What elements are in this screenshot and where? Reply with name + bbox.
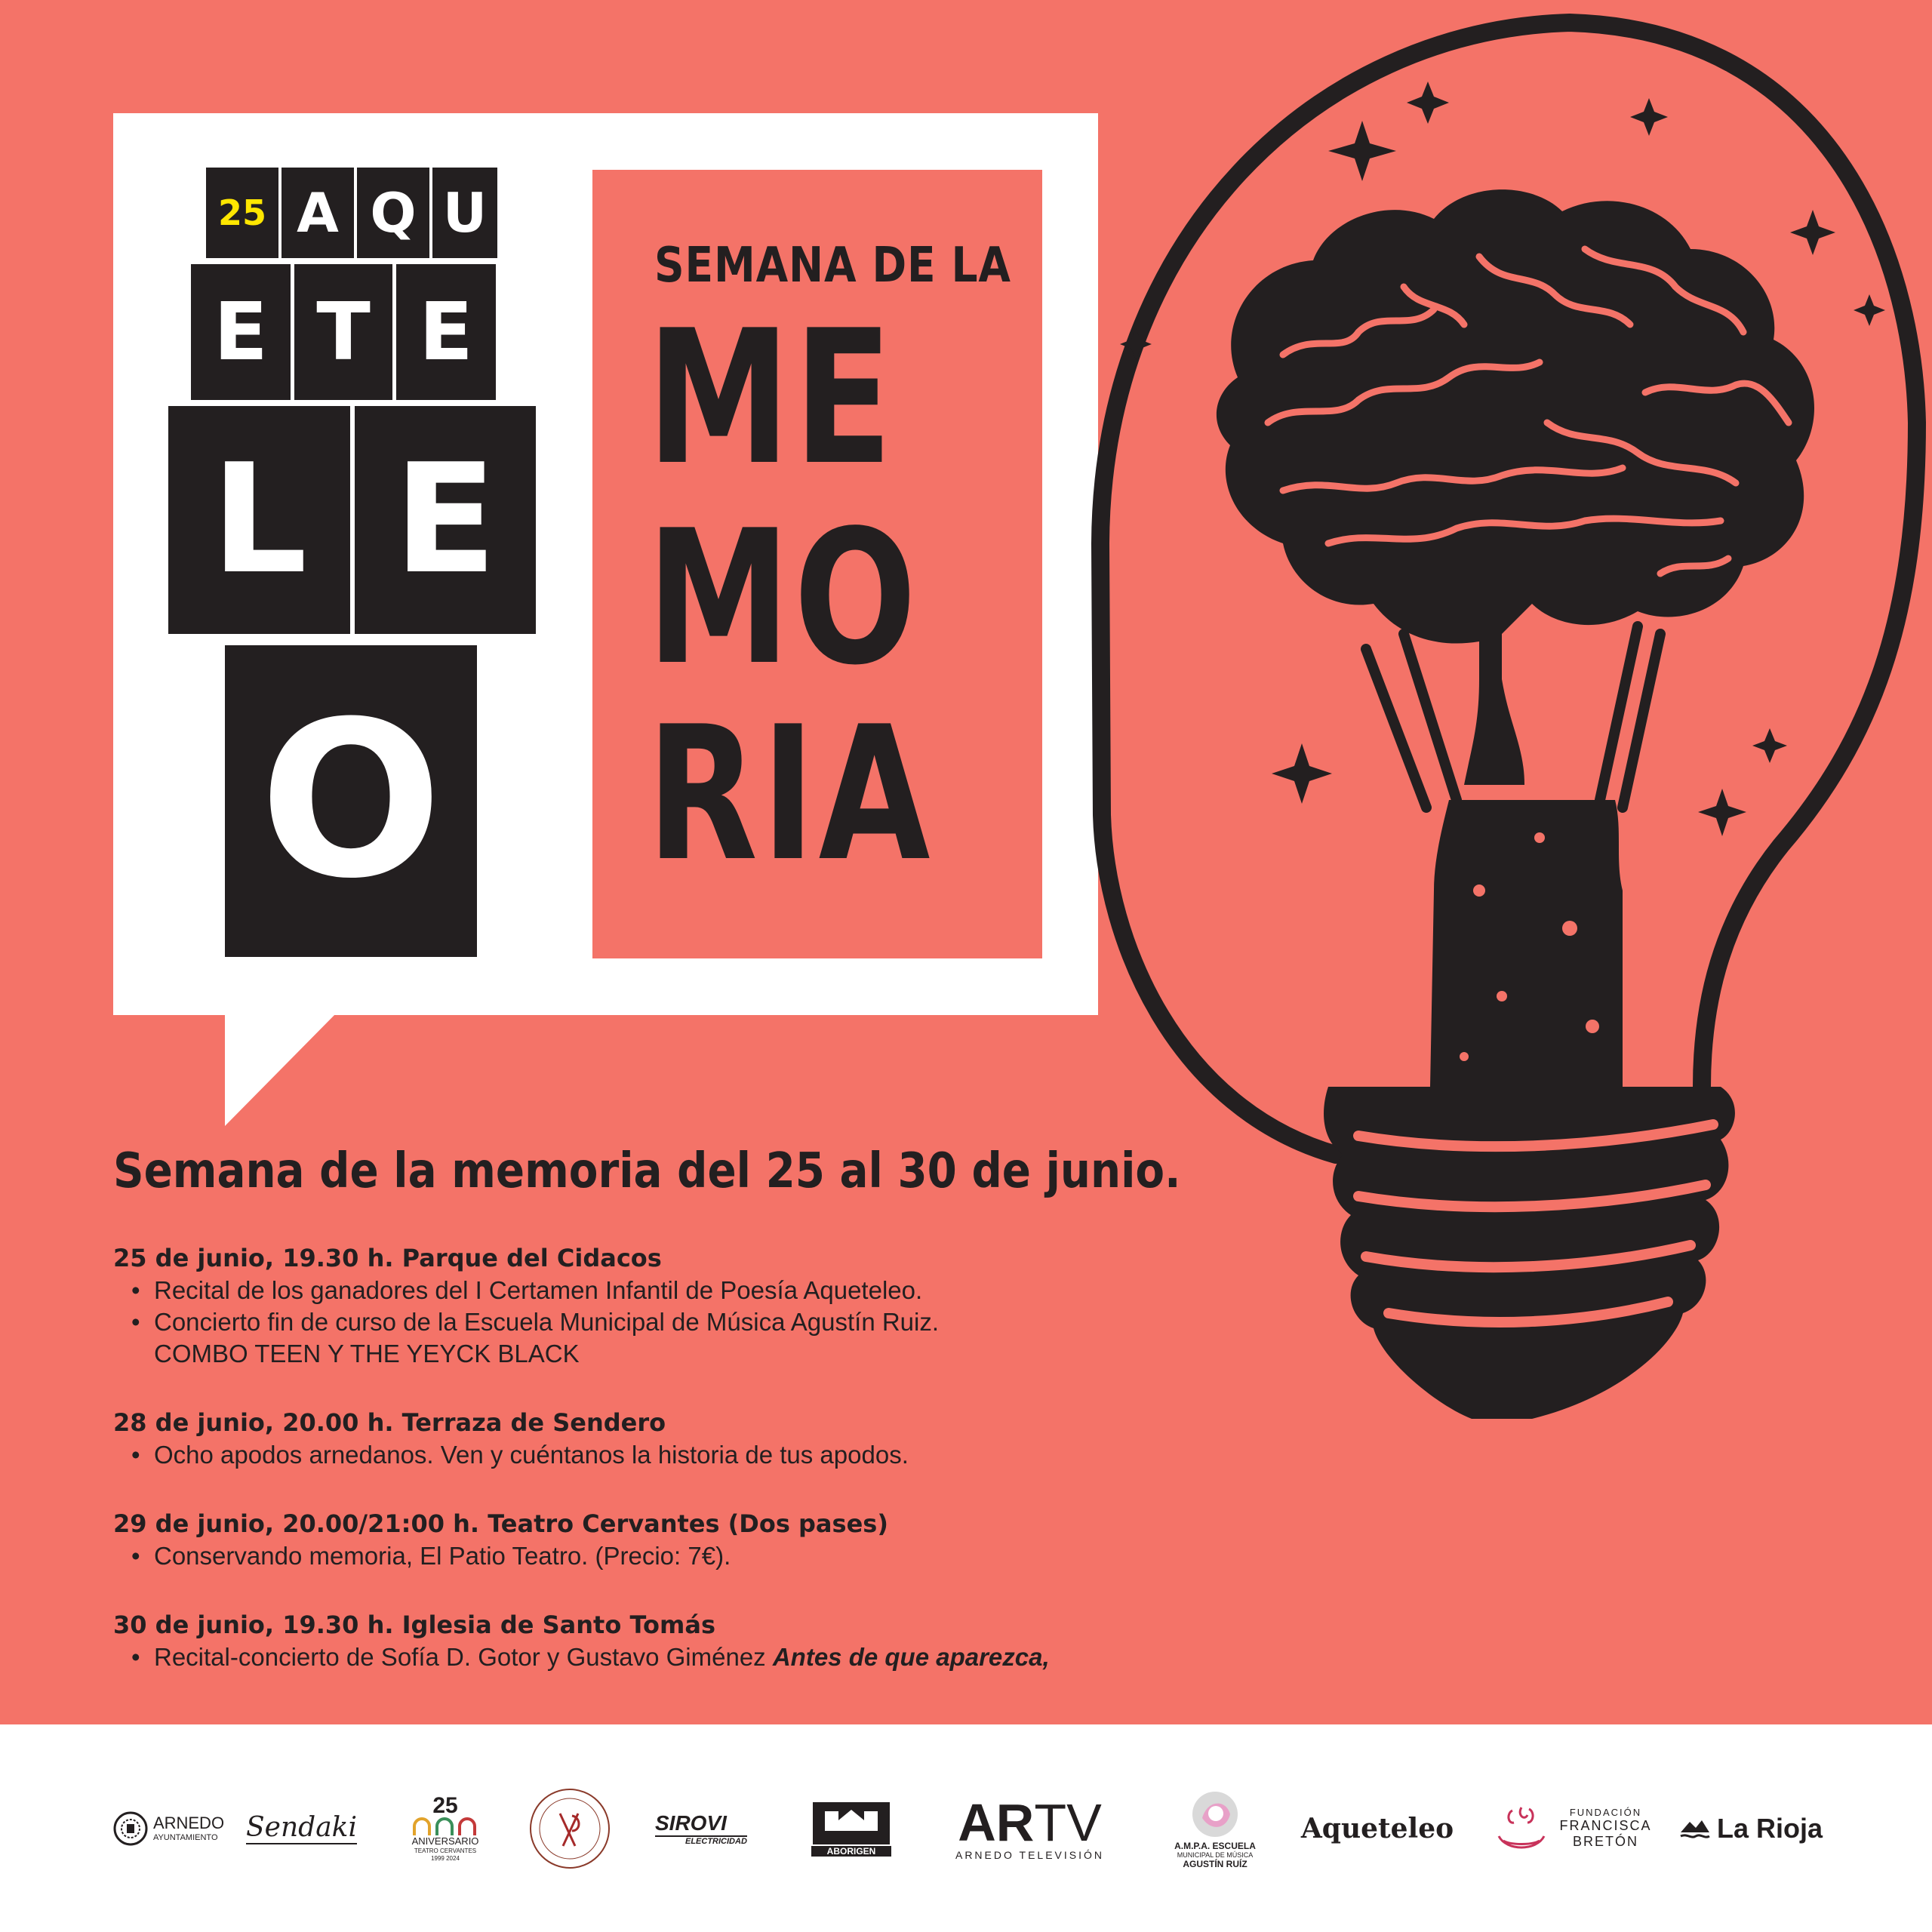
brain-icon [1217,189,1814,785]
sparkle-star-icon [1272,743,1332,804]
arches-icon [411,1817,479,1835]
sparkle-star-icon [1328,121,1396,181]
title-line: ME [647,291,897,506]
logo-tile: E [396,264,496,400]
logo-tile: T [294,264,392,400]
logo-number-tile: 25 [206,168,278,258]
event-activity: • Ocho apodos arnedanos. Ven y cuéntanos la historia de tus apodos. [131,1441,909,1469]
sponsor-teatro-cervantes-logo: 25 ANIVERSARIO TEATRO CERVANTES 1999 2024 [411,1792,479,1862]
logo-tile: Q [357,168,429,258]
event-activity-continuation: COMBO TEEN Y THE YEYCK BLACK [154,1340,580,1367]
event-activity-italic-title: Antes de que aparezca, [772,1643,1050,1671]
sponsor-escuela-musica-logo: A.M.P.A. ESCUELA MUNICIPAL DE MÚSICA AGUSTÍN RUÍZ [1166,1724,1264,1932]
la-rioja-mountains-icon [1679,1816,1711,1841]
sponsor-aborigen-logo: ABORIGEN [811,1724,891,1932]
logo-tile: E [355,406,536,634]
event-item [113,1406,1094,1471]
sponsor-sirovi-logo: SIROVI ELECTRICIDAD [655,1810,747,1846]
arnedo-seal-icon [112,1810,149,1847]
event-item [113,1608,1094,1673]
title-line: RIA [647,687,934,902]
logo-tile: E [191,264,291,400]
circular-seal-icon [528,1787,611,1870]
event-title: 28 de junio, 20.00 h. Terraza de Sendero [113,1408,666,1437]
event-activity: • Conservando memoria, El Patio Teatro. (Precio: 7€). [131,1542,731,1570]
logo-tile: O [225,645,477,957]
event-headline: Semana de la memoria del 25 al 30 de junio. [113,1143,1181,1199]
logo-tile: L [168,406,350,634]
sponsor-la-rioja-logo: La Rioja [1679,1724,1823,1932]
sparkle-star-icon [1790,210,1835,255]
title-line: MO [647,491,920,706]
event-item [113,1507,1094,1572]
sponsor-fundacion-breton-logo: FUNDACIÓN FRANCISCA BRETÓN [1491,1724,1653,1932]
sparkle-star-icon [1698,789,1746,836]
event-activity: • Recital-concierto de Sofía D. Gotor y Gustavo Giménez Antes de que aparezca, [131,1643,1050,1671]
aborigen-mark-icon [811,1801,891,1846]
sponsor-aqueteleo-logo: Aqueteleo [1300,1812,1454,1844]
sparkle-star-icon [1752,728,1787,763]
event-title: 30 de junio, 19.30 h. Iglesia de Santo Tomás [113,1611,716,1639]
event-item [113,1241,1094,1370]
sparkle-star-icon [1854,294,1885,326]
event-activity: • Recital de los ganadores del I Certamen Infantil de Poesía Aqueteleo. [131,1276,923,1304]
event-activity: • Concierto fin de curso de la Escuela Municipal de Música Agustín Ruiz. COMBO TEEN Y THE YEYCK BLACK [113,1306,1094,1370]
sponsor-artv-logo: ARTV ARNEDO TELEVISIÓN [955,1792,1104,1861]
sparkle-star-icon [1407,82,1449,124]
title-subtitle: SEMANA DE LA [654,238,1011,294]
logo-tile: U [432,168,497,258]
sponsor-arnedo-logo: ARNEDO AYUNTAMIENTO [112,1724,225,1932]
sponsor-sendaki-logo: Sendaki [246,1812,357,1843]
sparkle-star-icon [1630,98,1668,136]
sponsors-footer [0,1724,1932,1932]
fundacion-hands-icon [1491,1798,1552,1859]
event-title: 29 de junio, 20.00/21:00 h. Teatro Cervantes (Dos pases) [113,1509,888,1538]
events-program [113,1241,1094,1709]
sponsor-circular-seal-logo [528,1724,611,1932]
escuela-emblem-icon [1189,1788,1241,1841]
event-title: 25 de junio, 19.30 h. Parque del Cidacos [113,1244,662,1272]
logo-tile: A [281,168,354,258]
